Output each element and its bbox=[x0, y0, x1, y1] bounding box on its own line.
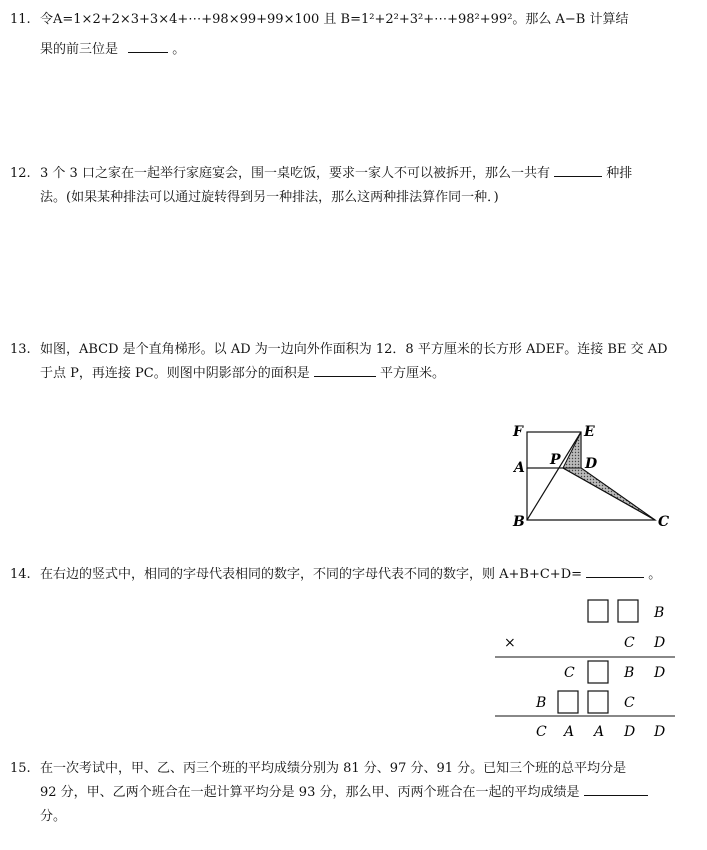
line-pc bbox=[563, 468, 655, 520]
digit-letter: D bbox=[654, 635, 666, 651]
digit-letter: D bbox=[624, 724, 636, 740]
problem-number: 14. bbox=[10, 567, 31, 582]
digit-letter: A bbox=[594, 724, 605, 740]
problem-line: 令A=1×2+2×3+3×4+⋯+98×99+99×100 且 B=1²+2²+3²+⋯+98²+99²。那么 A−B 计算结 bbox=[40, 12, 629, 27]
line-be bbox=[527, 432, 581, 520]
problem-11 bbox=[10, 8, 692, 62]
problem-line bbox=[40, 781, 692, 805]
digit-letter: B bbox=[654, 605, 665, 621]
label-b: B bbox=[513, 514, 525, 530]
digit-letter: C bbox=[564, 665, 575, 681]
multiply-sign: × bbox=[504, 635, 516, 651]
digit-box bbox=[618, 600, 638, 622]
problem-line-part: 平方厘米。 bbox=[380, 366, 446, 381]
digit-letter: C bbox=[624, 695, 635, 711]
problem-15 bbox=[10, 757, 692, 829]
digit-box bbox=[588, 691, 608, 713]
digit-letter: C bbox=[624, 635, 635, 651]
digit-letter: B bbox=[536, 695, 547, 711]
label-a: A bbox=[514, 460, 525, 476]
digit-letter: C bbox=[536, 724, 547, 740]
label-f: F bbox=[513, 424, 523, 440]
problem-line-part: 种排 bbox=[606, 166, 633, 181]
problem-number: 11. bbox=[10, 12, 31, 27]
problem-text bbox=[40, 162, 692, 210]
label-c: C bbox=[658, 514, 670, 530]
problem-line: 在一次考试中，甲、乙、丙三个班的平均成绩分别为 81 分、97 分、91 分。已知三个班的总平均分是 bbox=[40, 761, 627, 776]
problem-number: 15. bbox=[10, 761, 31, 776]
vertical-multiplication bbox=[490, 595, 690, 745]
problem-line-part: 3 个 3 口之家在一起举行家庭宴会，围一桌吃饭，要求一家人不可以被拆开，那么一共有 bbox=[40, 166, 550, 181]
answer-blank[interactable] bbox=[128, 38, 168, 53]
problem-number: 13. bbox=[10, 342, 31, 357]
digit-letter: D bbox=[654, 665, 666, 681]
problem-line: 法。(如果某种排法可以通过旋转得到另一种排法，那么这两种排法算作同一种．) bbox=[40, 190, 499, 205]
trapezoid-figure bbox=[505, 418, 695, 538]
label-e: E bbox=[584, 424, 595, 440]
problem-14 bbox=[10, 563, 692, 587]
problem-line bbox=[40, 162, 692, 186]
problem-line bbox=[40, 362, 692, 386]
problem-line bbox=[40, 38, 692, 62]
problem-line: 分。 bbox=[40, 809, 67, 824]
problem-text bbox=[40, 757, 692, 829]
answer-blank[interactable] bbox=[314, 362, 376, 377]
problem-line-part: 92 分，甲、乙两个班合在一起计算平均分是 93 分，那么甲、丙两个班合在一起的平均成绩是 bbox=[40, 785, 580, 800]
answer-blank[interactable] bbox=[586, 563, 644, 578]
problem-line-part: 在右边的竖式中，相同的字母代表相同的数字，不同的字母代表不同的数字，则 A+B+C+D= bbox=[40, 567, 583, 582]
problem-text bbox=[40, 563, 692, 587]
digit-box bbox=[588, 600, 608, 622]
problem-number: 12. bbox=[10, 166, 31, 181]
problem-text bbox=[40, 8, 692, 62]
answer-blank[interactable] bbox=[584, 781, 648, 796]
answer-blank[interactable] bbox=[554, 162, 602, 177]
label-d: D bbox=[585, 456, 598, 472]
problem-line: 如图，ABCD 是个直角梯形。以 AD 为一边向外作面积为 12．8 平方厘米的长方形 ADEF。连接 BE 交 AD bbox=[40, 342, 668, 357]
problem-12 bbox=[10, 162, 692, 210]
problem-line-part: 果的前三位是 bbox=[40, 42, 119, 57]
problem-line bbox=[40, 563, 692, 587]
digit-letter: A bbox=[564, 724, 575, 740]
problem-text bbox=[40, 338, 692, 386]
problem-line-part: 。 bbox=[648, 567, 662, 582]
digit-letter: B bbox=[624, 665, 635, 681]
digit-box bbox=[558, 691, 578, 713]
problem-line-part: 。 bbox=[172, 42, 186, 57]
label-p: P bbox=[550, 452, 561, 468]
digit-box bbox=[588, 661, 608, 683]
problem-13 bbox=[10, 338, 692, 386]
problem-line-part: 于点 P，再连接 PC。则图中阴影部分的面积是 bbox=[40, 366, 310, 381]
digit-letter: D bbox=[654, 724, 666, 740]
